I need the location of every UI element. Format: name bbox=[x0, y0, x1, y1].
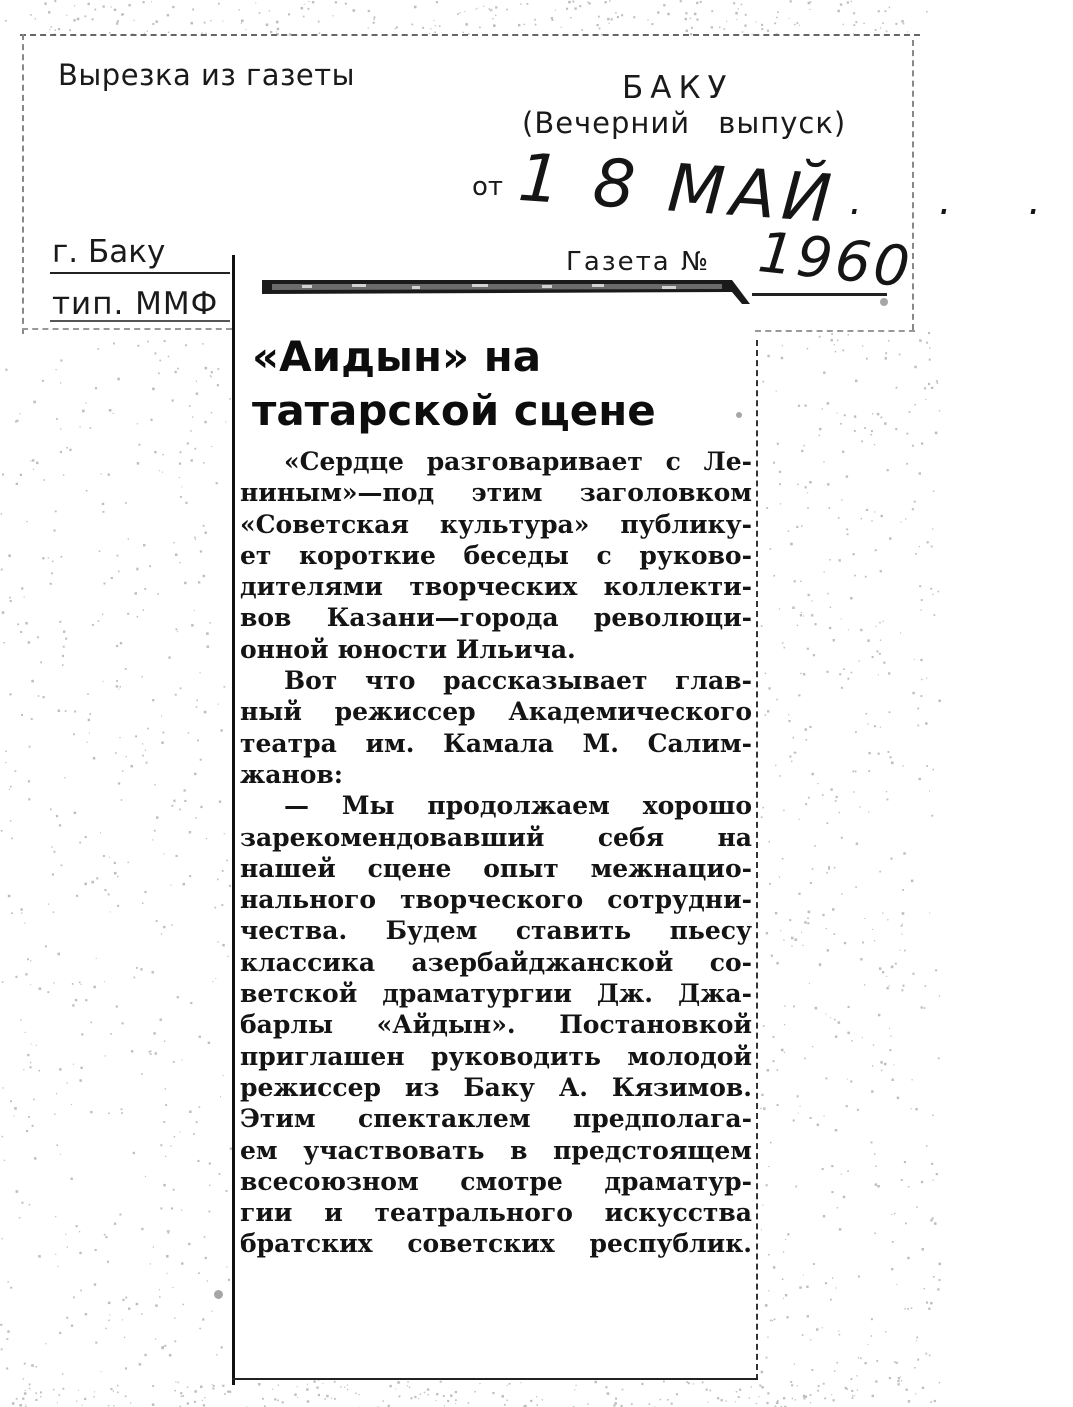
headline-line: татарской сцене bbox=[252, 386, 656, 435]
article-line: братских советских республик. bbox=[240, 1229, 752, 1259]
article-line: гии и театрального искусства bbox=[240, 1198, 752, 1228]
clipping-bottom-edge bbox=[232, 1378, 758, 1380]
clipping-left-edge bbox=[232, 255, 235, 1385]
form-frame-bottom-left bbox=[22, 328, 232, 330]
torn-masthead-strip bbox=[262, 268, 752, 308]
article-line: Этим спектаклем предполага- bbox=[240, 1104, 752, 1134]
article-line: — Мы продолжаем хорошо bbox=[284, 791, 752, 821]
ink-smudge bbox=[880, 298, 888, 306]
article-line: приглашен руководить молодой bbox=[240, 1041, 752, 1071]
article-line: онной юности Ильича. bbox=[240, 634, 576, 664]
article-line: зарекомендовавший себя на bbox=[240, 822, 752, 852]
article-headline bbox=[252, 330, 752, 438]
headline-line: «Аидын» на bbox=[252, 332, 542, 381]
article-line: ет короткие беседы с руково- bbox=[240, 540, 752, 570]
article-line: ветской драматургии Дж. Джа- bbox=[240, 979, 752, 1009]
article-line: нашей сцене опыт межнацио- bbox=[240, 853, 752, 883]
handwritten-year: 1960 bbox=[755, 220, 916, 301]
article-line: классика азербайджанской со- bbox=[240, 947, 752, 977]
city-underline bbox=[50, 272, 230, 274]
article-line: «Сердце разговаривает с Ле- bbox=[284, 447, 752, 476]
gazeta-number-label: Газета № bbox=[566, 247, 710, 277]
city-label: г. Баку bbox=[52, 234, 166, 270]
ink-smudge bbox=[736, 412, 742, 418]
date-dots: . . . . bbox=[760, 178, 1073, 224]
ink-smudge bbox=[214, 1290, 223, 1299]
article-line: театра им. Камала М. Салим- bbox=[240, 728, 752, 758]
article-line: «Советская культура» публику- bbox=[240, 509, 752, 539]
article-line: режиссер из Баку А. Кязимов. bbox=[240, 1072, 752, 1102]
newspaper-city: БАКУ bbox=[622, 70, 734, 106]
newspaper-edition: (Вечерний выпуск) bbox=[522, 106, 847, 140]
article-line: вов Казани—города революци- bbox=[240, 603, 752, 633]
article-line: ниным»—под этим заголовком bbox=[240, 478, 752, 508]
printer-underline bbox=[50, 320, 230, 322]
article-line: чества. Будем ставить пьесу bbox=[240, 916, 752, 946]
clipping-right-edge bbox=[756, 340, 758, 1380]
clipping-label: Вырезка из газеты bbox=[58, 58, 356, 92]
handwritten-date: 1 8 МАЙ bbox=[515, 138, 840, 239]
article-line: барлы «Айдын». Постановкой bbox=[240, 1010, 752, 1040]
article-line: ем участвовать в предстоящем bbox=[240, 1135, 752, 1165]
article-line: нального творческого сотрудни- bbox=[240, 885, 752, 915]
form-frame-left bbox=[22, 34, 24, 334]
year-underline bbox=[752, 293, 887, 296]
printer-label: тип. ММФ bbox=[52, 286, 219, 322]
article-line: Вот что рассказывает глав- bbox=[284, 666, 752, 696]
form-frame-top bbox=[20, 34, 920, 36]
form-frame-bottom-right bbox=[755, 330, 915, 332]
article-body bbox=[240, 446, 752, 1260]
article-line: дителями творческих коллекти- bbox=[240, 572, 752, 602]
article-line: жанов: bbox=[240, 759, 344, 789]
article-line: всесоюзном смотре драматур- bbox=[240, 1166, 752, 1196]
date-prefix: от bbox=[472, 172, 504, 202]
article-line: ный режиссер Академического bbox=[240, 697, 752, 727]
